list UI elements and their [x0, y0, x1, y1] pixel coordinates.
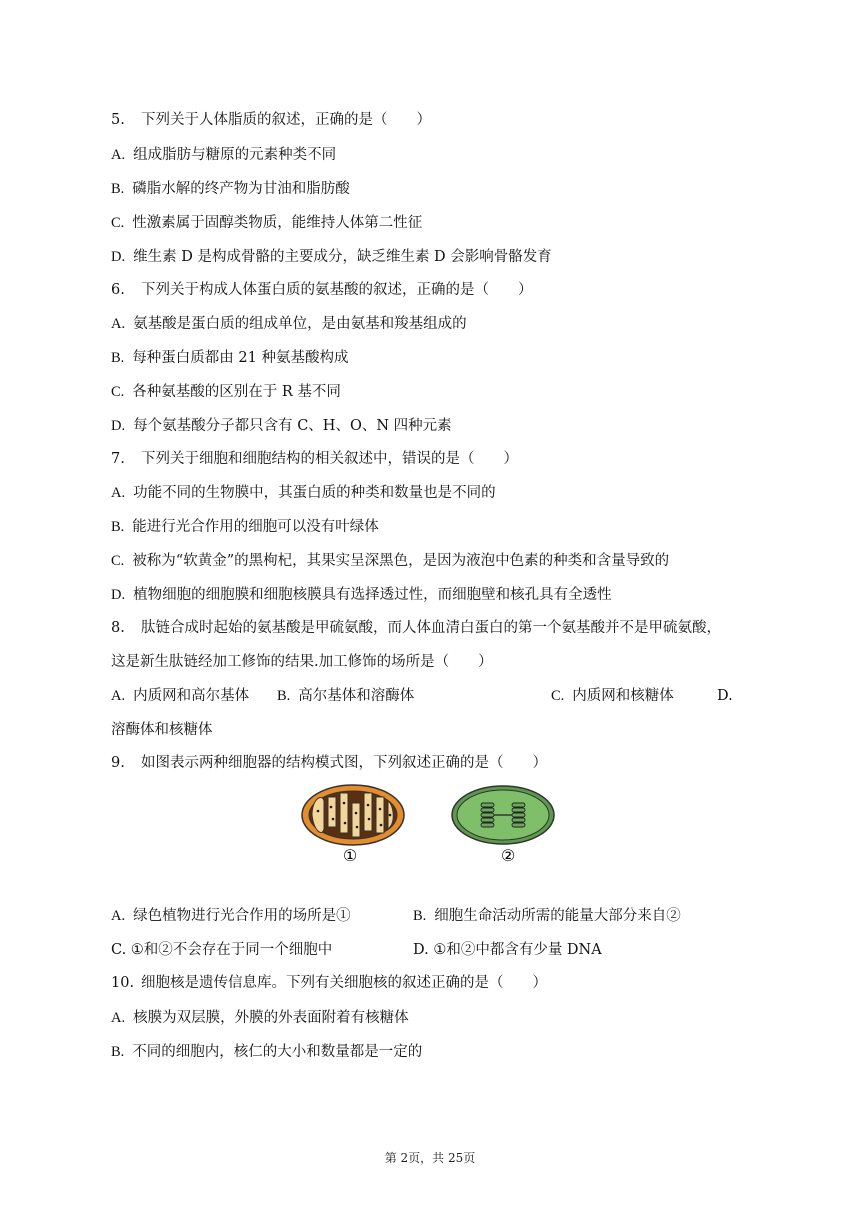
- question-6-stem: 6. 下列关于构成人体蛋白质的氨基酸的叙述，正确的是（ ）: [111, 282, 533, 298]
- question-6-option-b: B. 每种蛋白质都由 21 种氨基酸构成: [111, 350, 349, 366]
- question-5-option-d: D. 维生素 D 是构成骨骼的主要成分，缺乏维生素 D 会影响骨骼发育: [111, 249, 552, 265]
- question-8-stem: 8. 肽链合成时起始的氨基酸是甲硫氨酸，而人体血清白蛋白的第一个氨基酸并不是甲硫氨酸，: [111, 620, 721, 636]
- question-7-option-d: D. 植物细胞的细胞膜和细胞核膜具有选择透过性，而细胞壁和核孔具有全透性: [111, 587, 612, 603]
- question-9-option-a: A. 绿色植物进行光合作用的场所是①: [111, 908, 351, 924]
- question-5-stem: 5. 下列关于人体脂质的叙述，正确的是（ ）: [111, 112, 431, 128]
- question-7-option-b: B. 能进行光合作用的细胞可以没有叶绿体: [111, 519, 379, 535]
- question-6-option-c: C. 各种氨基酸的区别在于 R 基不同: [111, 384, 341, 400]
- question-7-option-a: A. 功能不同的生物膜中，其蛋白质的种类和数量也是不同的: [111, 485, 496, 501]
- question-number: 8.: [111, 620, 125, 636]
- mitochondrion-image: [302, 785, 404, 845]
- organelle-diagram: [300, 783, 560, 873]
- question-5-option-a: A. 组成脂肪与糖原的元素种类不同: [111, 147, 337, 163]
- question-5-option-b: B. 磷脂水解的终产物为甘油和脂肪酸: [111, 181, 350, 197]
- figure-label-2: ②: [500, 846, 516, 865]
- question-6-option-d: D. 每个氨基酸分子都只含有 C、H、O、N 四种元素: [111, 418, 452, 434]
- question-number: 5.: [111, 112, 125, 128]
- question-8-option-d-label: D.: [717, 688, 733, 704]
- question-7-option-c: C. 被称为“软黄金”的黑枸杞，其果实呈深黑色，是因为液泡中色素的种类和含量导致的: [111, 553, 670, 569]
- question-9-option-c: C. ①和②不会存在于同一个细胞中: [111, 942, 333, 958]
- question-number: 7.: [111, 451, 125, 467]
- page-footer: 第 2页，共 25页: [384, 1151, 476, 1165]
- question-9-option-b: B. 细胞生命活动所需的能量大部分来自②: [413, 908, 681, 924]
- figure-label-1: ①: [342, 846, 358, 865]
- question-8-option-d: 溶酶体和核糖体: [111, 722, 213, 738]
- question-9-option-d: D. ①和②中都含有少量 DNA: [413, 942, 602, 958]
- organelle-figure: [300, 783, 560, 873]
- question-6-option-a: A. 氨基酸是蛋白质的组成单位，是由氨基和羧基组成的: [111, 316, 467, 332]
- chloroplast-image: [452, 786, 554, 844]
- question-8-option-b: B. 高尔基体和溶酶体: [277, 688, 415, 704]
- question-8-option-c: C. 内质网和核糖体: [551, 688, 674, 704]
- question-10-stem: 10. 细胞核是遗传信息库。下列有关细胞核的叙述正确的是（ ）: [111, 975, 547, 991]
- question-10-option-b: B. 不同的细胞内，核仁的大小和数量都是一定的: [111, 1044, 423, 1060]
- question-9-stem: 9. 如图表示两种细胞器的结构模式图，下列叙述正确的是（ ）: [111, 755, 547, 771]
- question-7-stem: 7. 下列关于细胞和细胞结构的相关叙述中，错误的是（ ）: [111, 451, 518, 467]
- question-number: 10.: [111, 975, 135, 991]
- question-number: 9.: [111, 755, 125, 771]
- question-5-option-c: C. 性激素属于固醇类物质，能维持人体第二性征: [111, 215, 423, 231]
- question-8-option-a: A. 内质网和高尔基体: [111, 688, 250, 704]
- question-number: 6.: [111, 282, 125, 298]
- question-8-stem-continued: 这是新生肽链经加工修饰的结果.加工修饰的场所是（ ）: [111, 654, 493, 670]
- question-10-option-a: A. 核膜为双层膜，外膜的外表面附着有核糖体: [111, 1010, 409, 1026]
